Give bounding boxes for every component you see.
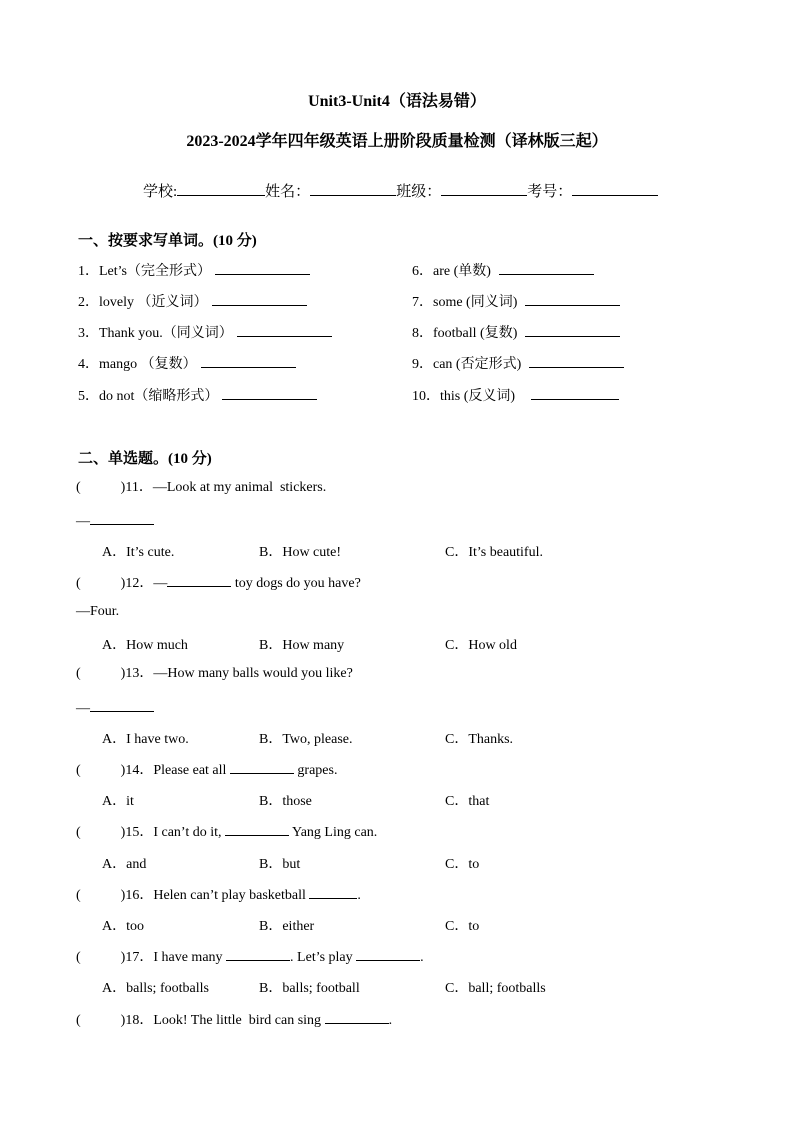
q12-option-b[interactable]: B．How many (259, 638, 345, 653)
q17-option-a[interactable]: A．balls; footballs (102, 981, 209, 996)
q13-option-c[interactable]: C．Thanks. (445, 732, 514, 747)
worksheet-title: Unit3-Unit4（语法易错） (308, 93, 486, 110)
q15-blank[interactable] (225, 821, 289, 836)
s1-item-10: 10．this (反义词) (412, 385, 619, 406)
q16-blank[interactable] (309, 884, 357, 899)
question-14: ( )14．Please eat all grapes. (76, 759, 337, 780)
q11-option-a[interactable]: A．It’s cute. (102, 545, 175, 560)
s1-item-4-blank[interactable] (201, 353, 296, 368)
q16-option-b[interactable]: B．either (259, 919, 315, 934)
q17-option-c[interactable]: C．ball; footballs (445, 981, 546, 996)
s1-item-1: 1．Let’s（完全形式） (78, 260, 310, 281)
q18-blank[interactable] (325, 1009, 389, 1024)
question-11-reply: — (76, 510, 154, 531)
class-blank[interactable] (441, 181, 527, 196)
exam-number-blank[interactable] (572, 181, 658, 196)
q15-option-a[interactable]: A．and (102, 857, 147, 872)
q14-option-a[interactable]: A．it (102, 794, 134, 809)
q12-option-a[interactable]: A．How much (102, 638, 188, 653)
question-11: ( )11．—Look at my animal stickers. (76, 480, 327, 495)
q16-option-c[interactable]: C．to (445, 919, 480, 934)
question-15: ( )15．I can’t do it, Yang Ling can. (76, 821, 377, 842)
q12-blank[interactable] (167, 572, 231, 587)
s1-item-5: 5．do not（缩略形式） (78, 385, 317, 406)
s1-item-9-blank[interactable] (529, 353, 624, 368)
section1-heading: 一、按要求写单词。(10 分) (78, 233, 257, 249)
s1-item-3-blank[interactable] (237, 322, 332, 337)
question-17: ( )17．I have many . Let’s play . (76, 946, 424, 967)
worksheet-subtitle: 2023-2024学年四年级英语上册阶段质量检测（译林版三起） (186, 133, 608, 150)
question-13: ( )13．—How many balls would you like? (76, 666, 353, 681)
section2-heading: 二、单选题。(10 分) (78, 451, 212, 467)
s1-item-9: 9．can (否定形式) (412, 353, 624, 374)
s1-item-10-blank[interactable] (531, 385, 619, 400)
q13-blank[interactable] (90, 697, 154, 712)
s1-item-8-blank[interactable] (525, 322, 620, 337)
exam-number-label: 考号： (527, 184, 573, 200)
question-12-reply: —Four. (76, 604, 120, 619)
name-label: 姓名： (265, 184, 311, 200)
q15-option-b[interactable]: B．but (259, 857, 301, 872)
s1-item-8: 8．football (复数) (412, 322, 620, 343)
s1-item-7-blank[interactable] (525, 291, 620, 306)
s1-item-2: 2．lovely （近义词） (78, 291, 307, 312)
q17-blank-1[interactable] (226, 946, 290, 961)
s1-item-6: 6．are (单数) (412, 260, 594, 281)
school-blank[interactable] (177, 181, 265, 196)
s1-item-7: 7．some (同义词) (412, 291, 620, 312)
q14-option-c[interactable]: C．that (445, 794, 490, 809)
student-info-row (128, 163, 658, 218)
question-16: ( )16．Helen can’t play basketball . (76, 884, 361, 905)
class-label: 班级： (396, 184, 442, 200)
name-blank[interactable] (310, 181, 396, 196)
q12-option-c[interactable]: C．How old (445, 638, 517, 653)
q14-option-b[interactable]: B．those (259, 794, 312, 809)
question-13-reply: — (76, 697, 154, 718)
q17-blank-2[interactable] (356, 946, 420, 961)
school-label: 学校: (143, 184, 178, 200)
question-12: ( )12．— toy dogs do you have? (76, 572, 361, 593)
s1-item-4: 4．mango （复数） (78, 353, 296, 374)
s1-item-2-blank[interactable] (212, 291, 307, 306)
q13-option-b[interactable]: B．Two, please. (259, 732, 353, 747)
q15-option-c[interactable]: C．to (445, 857, 480, 872)
q11-option-b[interactable]: B．How cute! (259, 545, 342, 560)
q17-option-b[interactable]: B．balls; football (259, 981, 360, 996)
s1-item-1-blank[interactable] (215, 260, 310, 275)
q13-option-a[interactable]: A．I have two. (102, 732, 189, 747)
q14-blank[interactable] (230, 759, 294, 774)
s1-item-3: 3．Thank you.（同义词） (78, 322, 332, 343)
q11-option-c[interactable]: C．It’s beautiful. (445, 545, 543, 560)
s1-item-6-blank[interactable] (499, 260, 594, 275)
s1-item-5-blank[interactable] (222, 385, 317, 400)
q16-option-a[interactable]: A．too (102, 919, 144, 934)
q11-blank[interactable] (90, 510, 154, 525)
question-18: ( )18．Look! The little bird can sing . (76, 1009, 392, 1030)
